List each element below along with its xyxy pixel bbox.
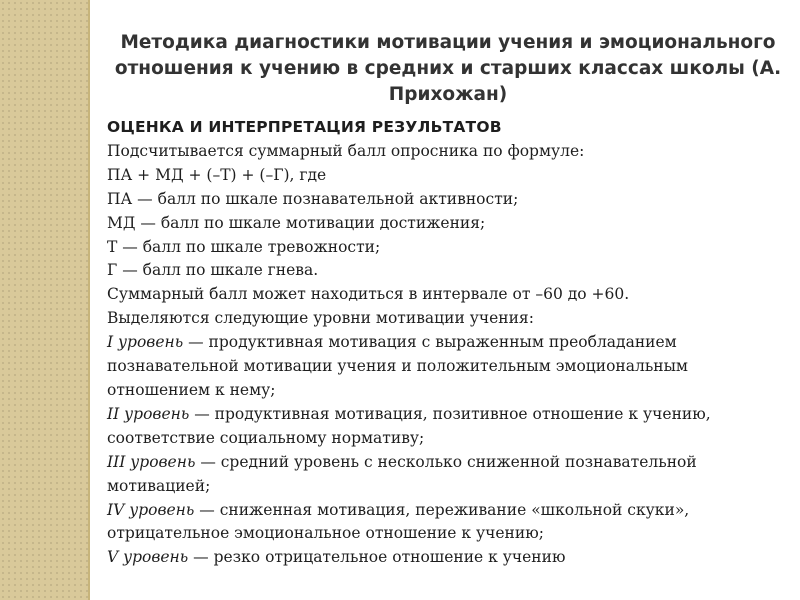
slide-body <box>107 116 787 570</box>
level-description: — сниженная мотивация, переживание «школьной скуки», <box>194 500 690 519</box>
level-label: I уровень <box>107 333 184 352</box>
slide-title: Методика диагностики мотивации учения и эмоционального отношения к учению в средних и старших классах школы (А. Прихожан) <box>114 32 782 105</box>
level-label: II уровень <box>107 404 190 423</box>
level-continuation: соответствие социальному нормативу; <box>107 428 425 447</box>
level-first-line <box>107 546 787 570</box>
level-item-5 <box>107 546 787 570</box>
level-description: — средний уровень с несколько сниженной познавательной <box>195 452 697 471</box>
level-description: — продуктивная мотивация с выраженным преобладанием <box>183 333 677 352</box>
level-first-line <box>107 403 787 427</box>
level-continuation: познавательной мотивации учения и положительным эмоциональным <box>107 357 688 376</box>
level-continuation: отношением к нему; <box>107 380 276 399</box>
level-first-line <box>107 499 787 523</box>
text-line: МД — балл по шкале мотивации достижения; <box>107 213 486 232</box>
level-first-line <box>107 331 787 355</box>
level-item-1 <box>107 331 787 403</box>
level-item-4 <box>107 499 787 547</box>
level-description: — резко отрицательное отношение к учению <box>188 548 566 567</box>
level-description: — продуктивная мотивация, позитивное отношение к учению, <box>189 404 711 423</box>
level-label: III уровень <box>107 452 196 471</box>
level-label: V уровень <box>107 548 189 567</box>
level-item-3 <box>107 451 787 499</box>
level-continuation: мотивацией; <box>107 476 211 495</box>
text-line: Выделяются следующие уровни мотивации учения: <box>107 309 534 328</box>
level-first-line <box>107 451 787 475</box>
level-label: IV уровень <box>107 500 195 519</box>
text-line: Г — балл по шкале гнева. <box>107 261 319 280</box>
text-line: Т — балл по шкале тревожности; <box>107 237 381 256</box>
level-continuation: отрицательное эмоциональное отношение к учению; <box>107 524 544 543</box>
text-line: Подсчитывается суммарный балл опросника по формуле: <box>107 141 585 160</box>
section-heading: ОЦЕНКА И ИНТЕРПРЕТАЦИЯ РЕЗУЛЬТАТОВ <box>107 118 502 136</box>
text-line: ПА — балл по шкале познавательной активности; <box>107 189 519 208</box>
level-item-2 <box>107 403 787 451</box>
text-line: Суммарный балл может находиться в интервале от –60 до +60. <box>107 285 630 304</box>
decorative-side-band <box>0 0 88 600</box>
formula-line: ПА + МД + (–Т) + (–Г), где <box>107 165 327 184</box>
side-band-divider <box>88 0 90 600</box>
